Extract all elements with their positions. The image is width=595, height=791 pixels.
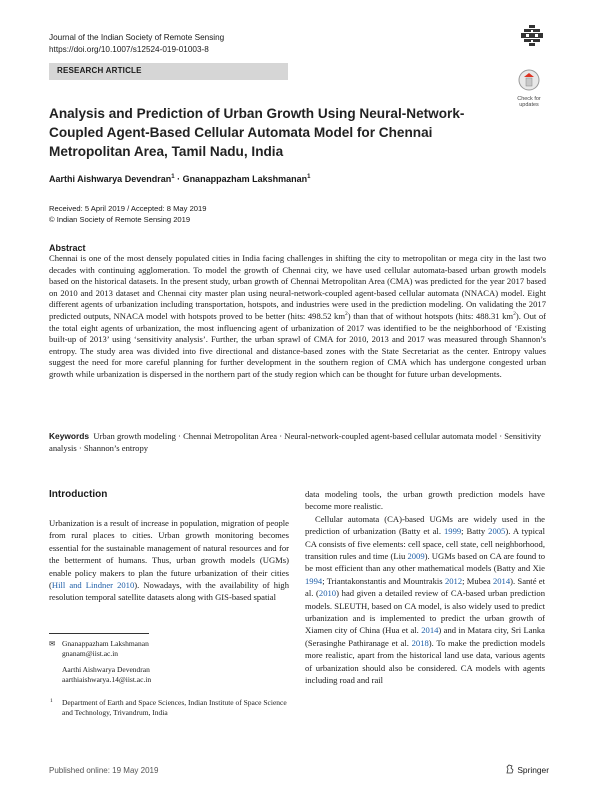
published-online: Published online: 19 May 2019 (49, 766, 159, 775)
envelope-icon: ✉ (49, 639, 56, 648)
author-separator: · (174, 174, 183, 184)
badge-text-2: updates (519, 102, 539, 108)
received-accepted: Received: 5 April 2019 / Accepted: 8 May 2019 (49, 204, 207, 213)
intro-left-column: Urbanization is a result of increase in population, migration of people from rural places to cities. Urban growth monitoring becomes essential for the sustainable management of natural resources and for the betterment of humans. Thus, urban growth models (UGMs) enable policy makers to plan the future urbanization of their cities (Hill and Lindner 2010). Nowadays, with the availability of high resolution temporal satellite datasets along with GIS-based spatial (49, 518, 289, 603)
corresponding-author (62, 639, 149, 660)
right-paragraph-1: data modeling tools, the urban growth prediction models have become more realistic. (305, 489, 545, 512)
article-dates (49, 204, 206, 225)
citation-link[interactable]: 2018 (411, 637, 429, 648)
citation-link[interactable]: 2010 (318, 588, 337, 599)
corr-email[interactable]: gnanam@iist.ac.in (62, 649, 119, 659)
author-2-sup: 1 (307, 174, 311, 180)
doi-link[interactable]: https://doi.org/10.1007/s12524-019-01003-8 (49, 44, 209, 54)
author-contact (62, 665, 151, 686)
journal-name: Journal of the Indian Society of Remote Sensing (49, 33, 225, 42)
journal-header (49, 32, 224, 55)
citation-link[interactable]: 1994 (305, 575, 323, 586)
keywords (49, 431, 546, 455)
citation-link[interactable]: Hill and Lindner 2010 (51, 580, 135, 591)
abstract-text: Chennai is one of the most densely populated cities in India facing challenges in shifting the city to metropolitan or mega city in the last two decades with continuing agglomeration. To model the growth of Chennai city, we have used cellular automata-based urban growth models based on the historical datasets. In the present study, urban growth of Chennai Metropolitan Area (CMA) was predicted for the year 2017 based on 2010 and 2013 dataset and Chennai city master plan using neural-network-coupled agent-based cellular automata (NNACA) model. Eight different agents of urbanization including transportation, hotspots, and industries were used in the prediction modeling. On validating the 2017 predicted outputs, NNACA model with hotspots proved to be better (hits: 498.52 $km^2$) than that of without hotspots (hits: 488.31 $km^2$). Out of the total eight agents of urbanization, the most influencing agent of urbanization of 2017 was identified to be the neighborhood of ‘Existing built-up of 2013’ using ‘sensitivity analysis’. Further, the urban sprawl of CMA for 2010, 2013 and 2017 was measured through Shannon’s entropy. The study area was divided into five directional and distance-based zones with the State Secretariat as the center. Entropy values suggest the need for more careful planning for further development in the southern region of CMA which has undergone congested urban growth while urbanization is dispersed in the northern part of the study region which can be thought for future urban developments. (49, 253, 547, 379)
citation-link[interactable]: 2014 (492, 575, 511, 586)
intro-right-column (305, 488, 545, 687)
corr-name: Gnanappazham Lakshmanan (62, 639, 149, 648)
citation-link[interactable]: 2009 (407, 551, 425, 562)
article-title: Analysis and Prediction of Urban Growth Using Neural-Network-Coupled Agent-Based Cellular Automata Model for Chennai Metropolitan Area, Tamil Nadu, India (49, 106, 465, 159)
citation-link[interactable]: 1999 (443, 526, 462, 537)
affiliation: Department of Earth and Space Sciences, Indian Institute of Space Science and Technology, Trivandrum, India (62, 698, 287, 718)
springer-horse-icon (505, 764, 515, 774)
article-type-bar (49, 63, 288, 80)
publisher-name: Springer (517, 765, 549, 775)
keywords-label: Keywords (49, 431, 90, 441)
badge-text-1: Check for (517, 96, 541, 102)
author-1-sup: 1 (171, 174, 175, 180)
qr-code-icon (521, 25, 543, 47)
publisher-logo (505, 764, 549, 775)
author-email[interactable]: aarthiaishwarya.14@iist.ac.in (62, 675, 152, 685)
footnote-rule (49, 633, 149, 634)
author-name: Aarthi Aishwarya Devendran (62, 665, 150, 674)
citation-link[interactable]: 2012 (444, 575, 463, 586)
author-2[interactable]: Gnanappazham Lakshmanan (182, 174, 308, 184)
copyright-line: © Indian Society of Remote Sensing 2019 (49, 214, 191, 224)
affiliation-sup: 1 (50, 698, 53, 704)
author-line (49, 174, 310, 184)
introduction-heading: Introduction (49, 489, 108, 500)
right-paragraph-2: Cellular automata (CA)-based UGMs are widely used in the prediction of urbanization (Batty et al. 1999; Batty 2005). A typical CA consists of five elements: cell space, cell state, cell neighborhood, transition rules and time (Liu 2009). UGMs based on CA are found to be most efficient than any other mathematical models (Batty and Xie 1994; Triantakonstantis and Mountrakis 2012; Mubea 2014). Santé et al. (2010) had given a detailed review of CA-based urban prediction models. SLEUTH, based on CA model, is also widely used to predict urbanization and is implemented to predict the urban growth of Xiamen city of China (Hua et al. 2014) and in Matara city, Sri Lanka (Serasinghe Pathiranage et al. 2018). To make the prediction models more realistic, apart from the historical land use data, various agents of urbanization should also be considered. CA models with agents including road and rail (305, 513, 546, 686)
update-badge-icon (512, 69, 546, 91)
keywords-text: Urban growth modeling · Chennai Metropolitan Area · Neural-network-coupled agent-based cellular automata model · Sensitivity analysis · Shannon’s entropy (49, 431, 542, 453)
article-type-label: RESEARCH ARTICLE (57, 66, 142, 75)
citation-link[interactable]: 2014 (421, 625, 439, 636)
check-for-updates-badge[interactable] (512, 69, 546, 108)
citation-link[interactable]: 2005 (488, 526, 506, 537)
abstract-heading: Abstract (49, 243, 86, 253)
author-1[interactable]: Aarthi Aishwarya Devendran (49, 174, 172, 184)
